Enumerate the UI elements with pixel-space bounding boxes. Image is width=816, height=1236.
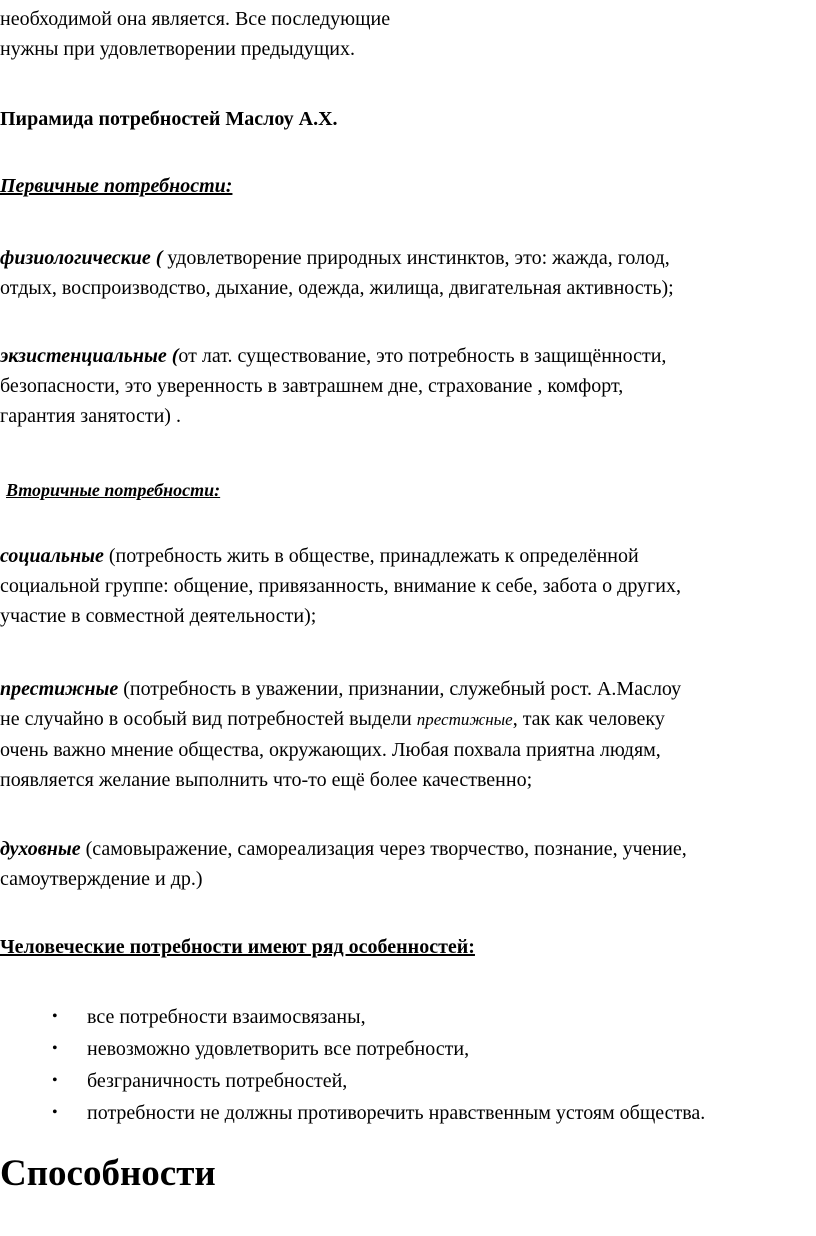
existential-needs-paragraph bbox=[0, 341, 666, 431]
social-term: социальные bbox=[0, 545, 104, 567]
primary-needs-heading: Первичные потребности: bbox=[0, 175, 233, 197]
social-needs-paragraph bbox=[0, 541, 681, 631]
bullet-icon: • bbox=[52, 1072, 58, 1089]
spiritual-term: духовные bbox=[0, 838, 81, 860]
intro-line-1: необходимой она является. Все последующие bbox=[0, 8, 391, 30]
spiritual-line-1: (самовыражение, самореализация через творчество, познание, учение, bbox=[80, 838, 687, 860]
list-item bbox=[0, 1001, 705, 1033]
features-list bbox=[0, 1001, 705, 1129]
social-line-2: социальной группе: общение, привязанность, внимание к себе, забота о других, bbox=[0, 575, 681, 597]
pyramid-title: Пирамида потребностей Маслоу А.Х. bbox=[0, 108, 338, 130]
intro-paragraph bbox=[0, 4, 390, 64]
prestige-line-2b: , так как человеку bbox=[512, 708, 665, 730]
secondary-needs-heading: Вторичные потребности: bbox=[6, 480, 221, 500]
list-item-text: безграничность потребностей, bbox=[87, 1070, 348, 1092]
bullet-icon: • bbox=[52, 1008, 58, 1025]
list-item bbox=[0, 1033, 705, 1065]
spiritual-line-2: самоутверждение и др.) bbox=[0, 868, 203, 890]
social-line-1: (потребность жить в обществе, принадлежать к определённой bbox=[103, 545, 639, 567]
list-item-text: невозможно удовлетворить все потребности, bbox=[87, 1038, 470, 1060]
physiological-term: физиологические ( bbox=[0, 247, 163, 269]
physiological-line-2: отдых, воспроизводство, дыхание, одежда, жилища, двигательная активность); bbox=[0, 277, 674, 299]
existential-line-3: гарантия занятости) . bbox=[0, 405, 181, 427]
existential-term: экзистенциальные ( bbox=[0, 345, 179, 367]
spiritual-needs-paragraph bbox=[0, 834, 687, 894]
intro-line-2: нужны при удовлетворении предыдущих. bbox=[0, 38, 355, 60]
list-item-text: потребности не должны противоречить нравственным устоям общества. bbox=[87, 1102, 706, 1124]
secondary-needs-heading-block bbox=[6, 475, 220, 505]
prestige-line-1: (потребность в уважении, признании, служебный рост. А.Маслоу bbox=[118, 678, 682, 700]
prestige-line-2a: не случайно в особый вид потребностей выдели bbox=[0, 708, 417, 730]
features-heading: Человеческие потребности имеют ряд особенностей: bbox=[0, 936, 475, 958]
prestige-needs-paragraph bbox=[0, 674, 681, 795]
prestige-inline-term: престижные bbox=[416, 710, 513, 729]
existential-line-2: безопасности, это уверенность в завтрашнем дне, страхование , комфорт, bbox=[0, 375, 624, 397]
list-item bbox=[0, 1097, 705, 1129]
list-item-text: все потребности взаимосвязаны, bbox=[87, 1006, 366, 1028]
section-heading-abilities: Способности bbox=[0, 1153, 216, 1194]
prestige-term: престижные bbox=[0, 678, 119, 700]
bullet-icon: • bbox=[52, 1104, 58, 1121]
social-line-3: участие в совместной деятельности); bbox=[0, 605, 317, 627]
physiological-line-1: удовлетворение природных инстинктов, это: жажда, голод, bbox=[162, 247, 670, 269]
prestige-line-4: появляется желание выполнить что-то ещё более качественно; bbox=[0, 769, 533, 791]
physiological-needs-paragraph bbox=[0, 243, 674, 303]
list-item bbox=[0, 1065, 705, 1097]
prestige-line-3: очень важно мнение общества, окружающих. Любая похвала приятна людям, bbox=[0, 739, 661, 761]
existential-line-1: от лат. существование, это потребность в защищённости, bbox=[178, 345, 667, 367]
bullet-icon: • bbox=[52, 1040, 58, 1057]
